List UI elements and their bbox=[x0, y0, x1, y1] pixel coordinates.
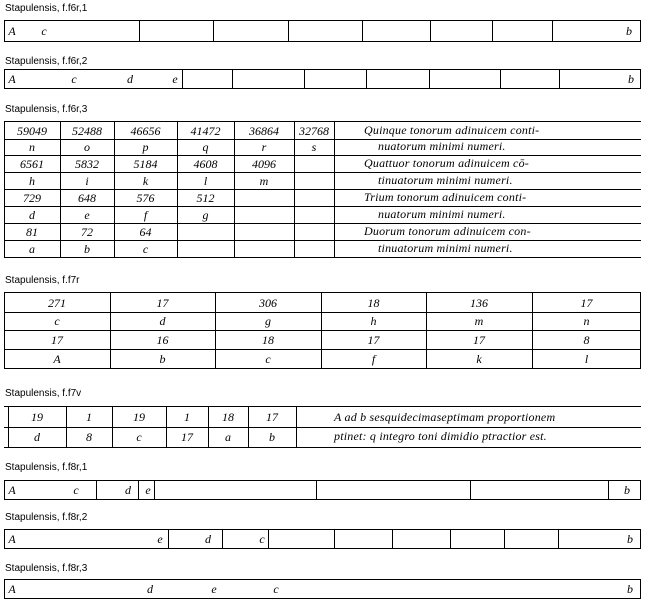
caption-f6r3: Stapulensis, f.f6r,3 bbox=[5, 104, 88, 115]
table-row bbox=[4, 172, 641, 190]
table-cell: 81 bbox=[26, 224, 38, 239]
scale-f8r1 bbox=[4, 480, 641, 500]
table-cell: a bbox=[29, 241, 35, 256]
scale-letter: d bbox=[125, 483, 131, 497]
table-cell: 17 bbox=[580, 295, 593, 310]
scale-letter: e bbox=[145, 483, 151, 497]
scale-row bbox=[4, 480, 641, 500]
table-row bbox=[4, 138, 641, 156]
table-cell: b bbox=[269, 429, 275, 444]
table-cell: 136 bbox=[470, 295, 488, 310]
table-cell: d bbox=[34, 429, 40, 444]
table-cell: 18 bbox=[367, 295, 380, 310]
scale-row bbox=[4, 579, 641, 599]
scale-f8r3 bbox=[4, 579, 641, 601]
table-cell: A bbox=[53, 351, 61, 366]
table-cell: 576 bbox=[136, 190, 155, 205]
table-cell: 19 bbox=[31, 410, 43, 424]
table-cell: q bbox=[202, 139, 209, 154]
table-cell: 729 bbox=[23, 190, 41, 205]
table-cell: c bbox=[136, 429, 142, 444]
table-cell: p bbox=[142, 139, 149, 154]
scale-letter: b bbox=[627, 532, 633, 546]
table-cell: n bbox=[583, 313, 590, 328]
scale-row bbox=[4, 529, 641, 549]
table-cell: 306 bbox=[259, 295, 277, 310]
caption-f8r1: Stapulensis, f.f8r,1 bbox=[5, 462, 88, 473]
gloss-line: nuatorum minimi numeri. bbox=[378, 139, 506, 153]
caption-f8r3: Stapulensis, f.f8r,3 bbox=[5, 563, 88, 574]
table-cell: c bbox=[54, 313, 60, 328]
table-cell: e bbox=[84, 207, 90, 222]
scale-letter: c bbox=[41, 24, 47, 38]
table-cell: 17 bbox=[473, 332, 485, 347]
gloss-line: Trium tonorum adinuicem conti- bbox=[364, 190, 527, 204]
table-cell: 1 bbox=[86, 410, 92, 424]
table-row bbox=[4, 206, 641, 224]
table-cell: 59049 bbox=[17, 123, 47, 138]
table-cell: 46656 bbox=[130, 123, 161, 138]
table-cell: d bbox=[29, 207, 35, 222]
gloss-line: A ad b sesquidecimaseptimam proportionem bbox=[334, 409, 556, 424]
table-cell: 36864 bbox=[249, 123, 279, 138]
scale-letter: e bbox=[172, 72, 178, 86]
scale-letter: b bbox=[624, 483, 630, 497]
table-cell: 17 bbox=[181, 429, 193, 444]
table-cell: 4096 bbox=[252, 156, 276, 171]
table-cell: h bbox=[29, 173, 35, 188]
table-cell: n bbox=[29, 139, 35, 154]
table-row bbox=[4, 240, 641, 258]
scale-f6r2 bbox=[4, 69, 641, 89]
scale-letter: e bbox=[157, 532, 163, 546]
table-cell: 17 bbox=[266, 410, 278, 424]
table-row bbox=[4, 292, 641, 313]
scale-row bbox=[4, 69, 641, 89]
table-row bbox=[4, 223, 641, 241]
table-cell: c bbox=[265, 351, 271, 366]
table-row bbox=[4, 189, 641, 207]
scale-f8r2 bbox=[4, 529, 641, 549]
gloss-line: Duorum tonorum adinuicem con- bbox=[364, 224, 531, 238]
table-f7r bbox=[4, 292, 641, 374]
scale-letter: d bbox=[147, 582, 153, 596]
table-cell: k bbox=[142, 173, 149, 188]
table-cell: l bbox=[203, 173, 208, 188]
scale-letter: b bbox=[627, 582, 633, 596]
table-row bbox=[4, 155, 641, 173]
gloss-line: Quinque tonorum adinuicem conti- bbox=[364, 123, 540, 137]
scale-letter: c bbox=[259, 532, 265, 546]
gloss-line: tinuatorum minimi numeri. bbox=[378, 241, 513, 255]
gloss-line: ptinet: q integro toni dimidio ptractior est. bbox=[334, 429, 547, 443]
table-cell: 17 bbox=[51, 332, 63, 347]
scale-letter: A bbox=[8, 582, 16, 596]
scale-f6r1 bbox=[4, 20, 641, 42]
scale-letter: c bbox=[71, 72, 77, 86]
caption-f8r2: Stapulensis, f.f8r,2 bbox=[5, 512, 88, 523]
scale-letter: A bbox=[8, 532, 16, 546]
table-f6r3 bbox=[4, 121, 641, 263]
table-cell: o bbox=[84, 139, 90, 154]
gloss-line: tinuatorum minimi numeri. bbox=[378, 173, 513, 187]
table-cell: 512 bbox=[196, 190, 215, 205]
table-cell: g bbox=[202, 207, 209, 222]
table-cell: 72 bbox=[81, 224, 93, 239]
table-cell: f bbox=[143, 207, 148, 222]
table-cell: 6561 bbox=[20, 156, 44, 171]
caption-f7v: Stapulensis, f.f7v bbox=[5, 388, 82, 399]
table-cell: 5832 bbox=[75, 156, 99, 171]
caption-f6r2: Stapulensis, f.f6r,2 bbox=[5, 56, 88, 67]
table-cell: 52488 bbox=[72, 123, 102, 138]
table-row bbox=[4, 406, 641, 428]
scale-letter: A bbox=[8, 24, 16, 38]
table-cell: b bbox=[84, 241, 90, 256]
table-cell: 1 bbox=[184, 410, 190, 424]
table-cell: 16 bbox=[156, 332, 169, 347]
scale-letter: A bbox=[8, 483, 16, 497]
table-cell: d bbox=[159, 313, 166, 328]
table-cell: 4608 bbox=[193, 156, 218, 171]
table-row bbox=[4, 330, 641, 350]
scale-letter: e bbox=[211, 582, 217, 596]
table-cell: 64 bbox=[139, 224, 152, 239]
scale-letter: c bbox=[73, 483, 79, 497]
scale-letter: b bbox=[628, 72, 634, 86]
table-cell: 18 bbox=[262, 332, 274, 347]
table-cell: f bbox=[371, 351, 376, 366]
scale-letter: c bbox=[273, 582, 279, 596]
table-cell: 271 bbox=[48, 295, 66, 310]
table-cell: b bbox=[159, 351, 166, 366]
table-row bbox=[4, 426, 641, 448]
table-cell: 17 bbox=[156, 295, 169, 310]
table-cell: h bbox=[370, 313, 377, 328]
table-row bbox=[4, 349, 641, 369]
table-cell: c bbox=[142, 241, 149, 256]
table-cell: m bbox=[259, 173, 269, 188]
table-cell: 5184 bbox=[133, 156, 158, 171]
table-cell: 17 bbox=[367, 332, 380, 347]
scale-letter: A bbox=[8, 72, 16, 86]
table-cell: i bbox=[85, 173, 89, 188]
table-cell: 8 bbox=[583, 332, 590, 347]
gloss-line: nuatorum minimi numeri. bbox=[378, 207, 506, 221]
table-cell: 18 bbox=[222, 410, 234, 424]
table-cell: 41472 bbox=[190, 123, 221, 138]
table-cell: g bbox=[265, 313, 271, 328]
table-cell: k bbox=[476, 351, 482, 366]
table-cell: 8 bbox=[86, 429, 92, 444]
table-f7v bbox=[4, 406, 641, 452]
table-cell: a bbox=[225, 429, 231, 444]
table-cell: 32768 bbox=[299, 123, 329, 138]
caption-f7r: Stapulensis, f.f7r bbox=[5, 275, 80, 286]
table-cell: 19 bbox=[133, 410, 145, 424]
scale-letter: d bbox=[205, 532, 211, 546]
scale-row bbox=[4, 20, 641, 42]
table-cell: l bbox=[584, 351, 589, 366]
table-row bbox=[4, 311, 641, 331]
table-cell: 648 bbox=[78, 190, 96, 205]
scale-letter: d bbox=[127, 72, 133, 86]
table-cell: s bbox=[311, 139, 317, 154]
table-cell: m bbox=[474, 313, 484, 328]
table-cell: r bbox=[261, 139, 267, 154]
scale-letter: b bbox=[626, 24, 632, 38]
caption-f6r1: Stapulensis, f.f6r,1 bbox=[5, 3, 88, 14]
gloss-line: Quattuor tonorum adinuicem cō- bbox=[364, 156, 529, 170]
